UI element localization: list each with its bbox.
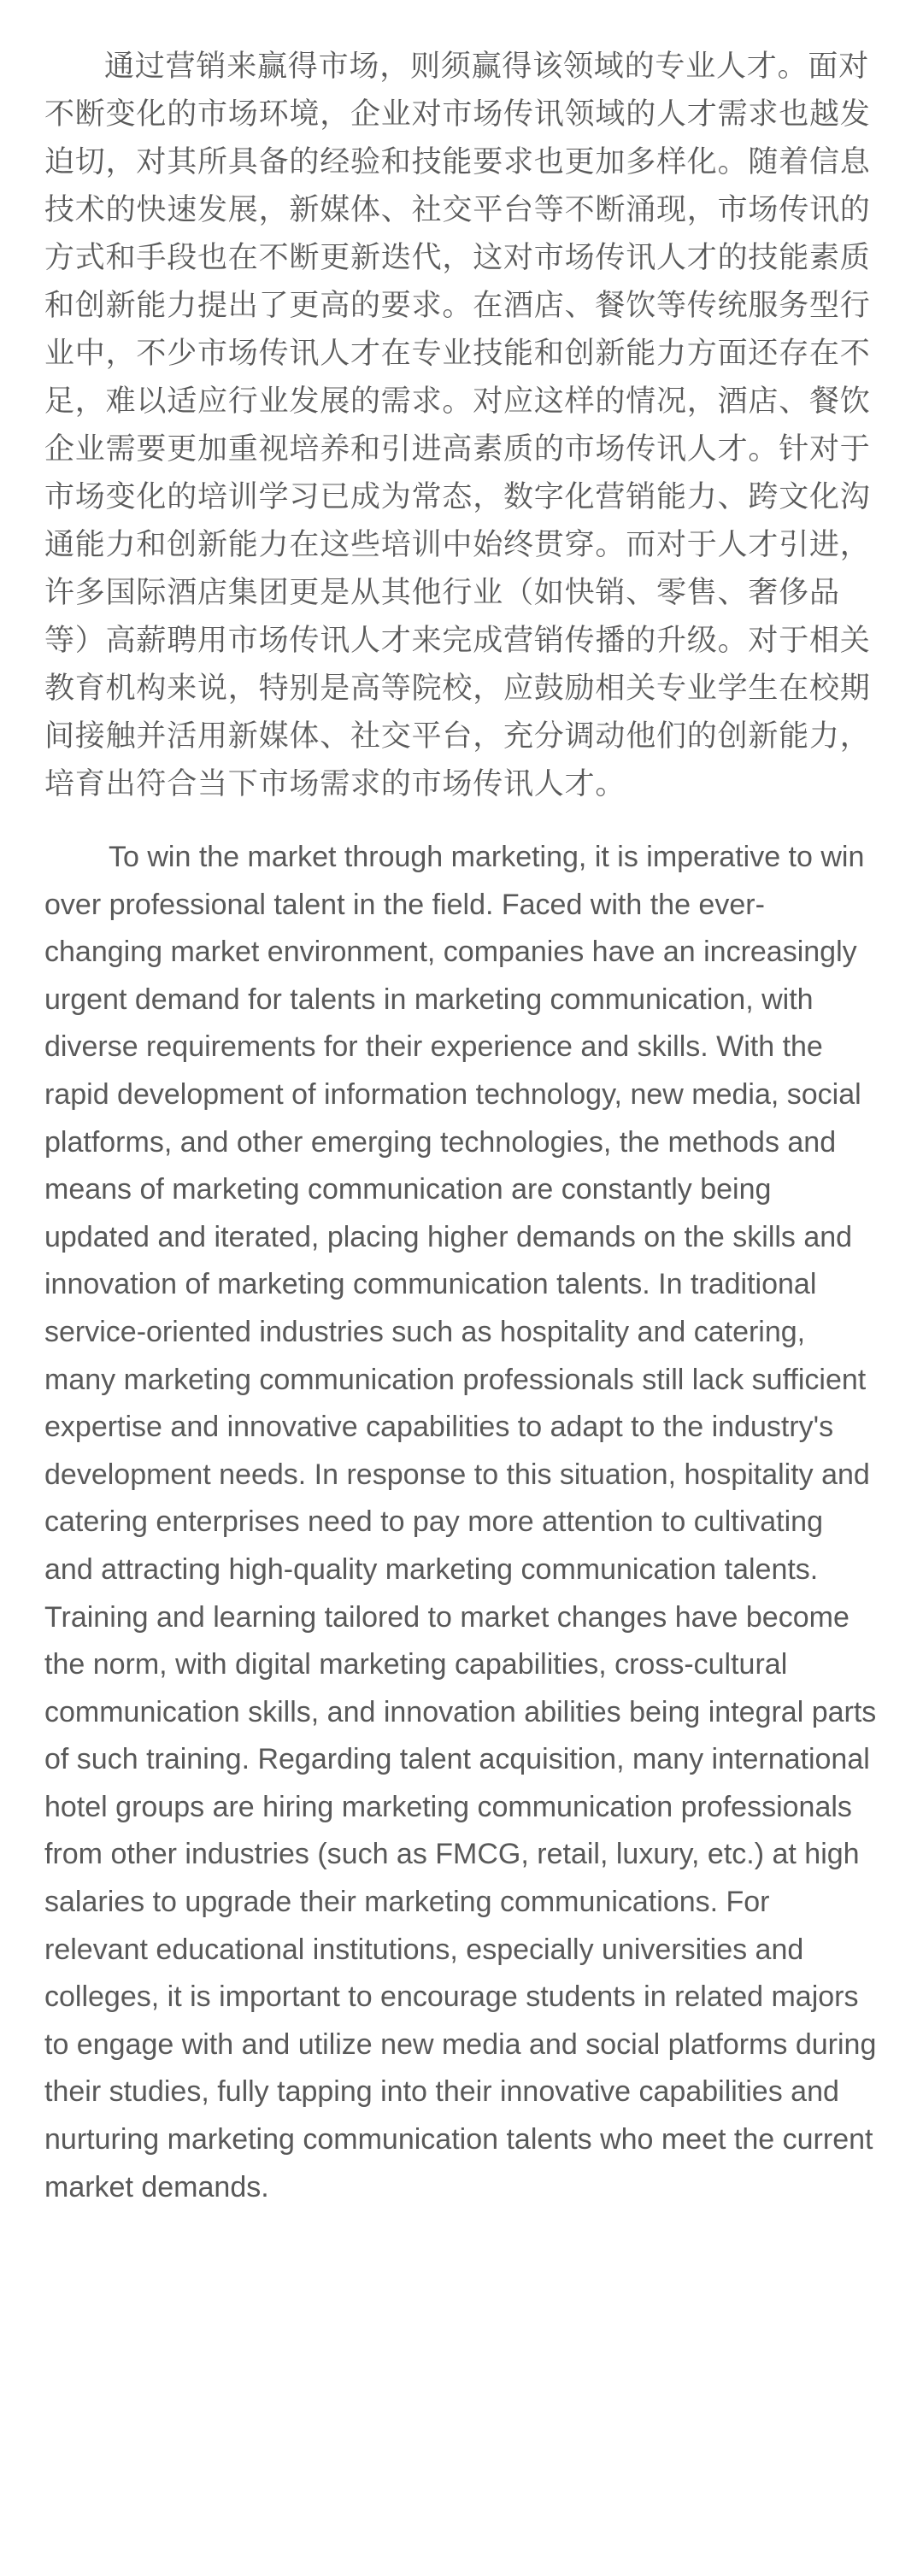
paragraph-english: To win the market through marketing, it is imperative to win over professional talent in the field. Faced with the ever-changing market environment, companies have an increasingly urgent demand for talents in marketing communication, with diverse requirements for their experience and skills. With the rapid development of information technology, new media, social platforms, and other emerging technologies, the methods and means of marketing communication are constantly being updated and iterated, placing higher demands on the skills and innovation of marketing communication talents. In traditional service-oriented industries such as hospitality and catering, many marketing communication professionals still lack sufficient expertise and innovative capabilities to adapt to the industry's development needs. In response to this situation, hospitality and catering enterprises need to pay more attention to cultivating and attracting high-quality marketing communication talents. Training and learning tailored to market changes have become the norm, with digital marketing capabilities, cross-cultural communication skills, and innovation abilities being integral parts of such training. Regarding talent acquisition, many international hotel groups are hiring marketing communication professionals from other industries (such as FMCG, retail, luxury, etc.) at high salaries to upgrade their marketing communications. For relevant educational institutions, especially universities and colleges, it is important to encourage students in related majors to engage with and utilize new media and social platforms during their studies, fully tapping into their innovative capabilities and nurturing marketing communication talents who meet the current market demands. (44, 841, 877, 2203)
paragraph-chinese: 通过营销来赢得市场，则须赢得该领域的专业人才。面对不断变化的市场环境，企业对市场传讯领域的人才需求也越发迫切，对其所具备的经验和技能要求也更加多样化。随着信息技术的快速发展，新媒体、社交平台等不断涌现，市场传讯的方式和手段也在不断更新迭代，这对市场传讯人才的技能素质和创新能力提出了更高的要求。在酒店、餐饮等传统服务型行业中，不少市场传讯人才在专业技能和创新能力方面还存在不足，难以适应行业发展的需求。对应这样的情况，酒店、餐饮企业需要更加重视培养和引进高素质的市场传讯人才。针对于市场变化的培训学习已成为常态，数字化营销能力、跨文化沟通能力和创新能力在这些培训中始终贯穿。而对于人才引进，许多国际酒店集团更是从其他行业（如快销、零售、奢侈品等）高薪聘用市场传讯人才来完成营销传播的升级。对于相关教育机构来说，特别是高等院校，应鼓励相关专业学生在校期间接触并活用新媒体、社交平台，充分调动他们的创新能力，培育出符合当下市场需求的市场传讯人才。 (44, 50, 871, 801)
